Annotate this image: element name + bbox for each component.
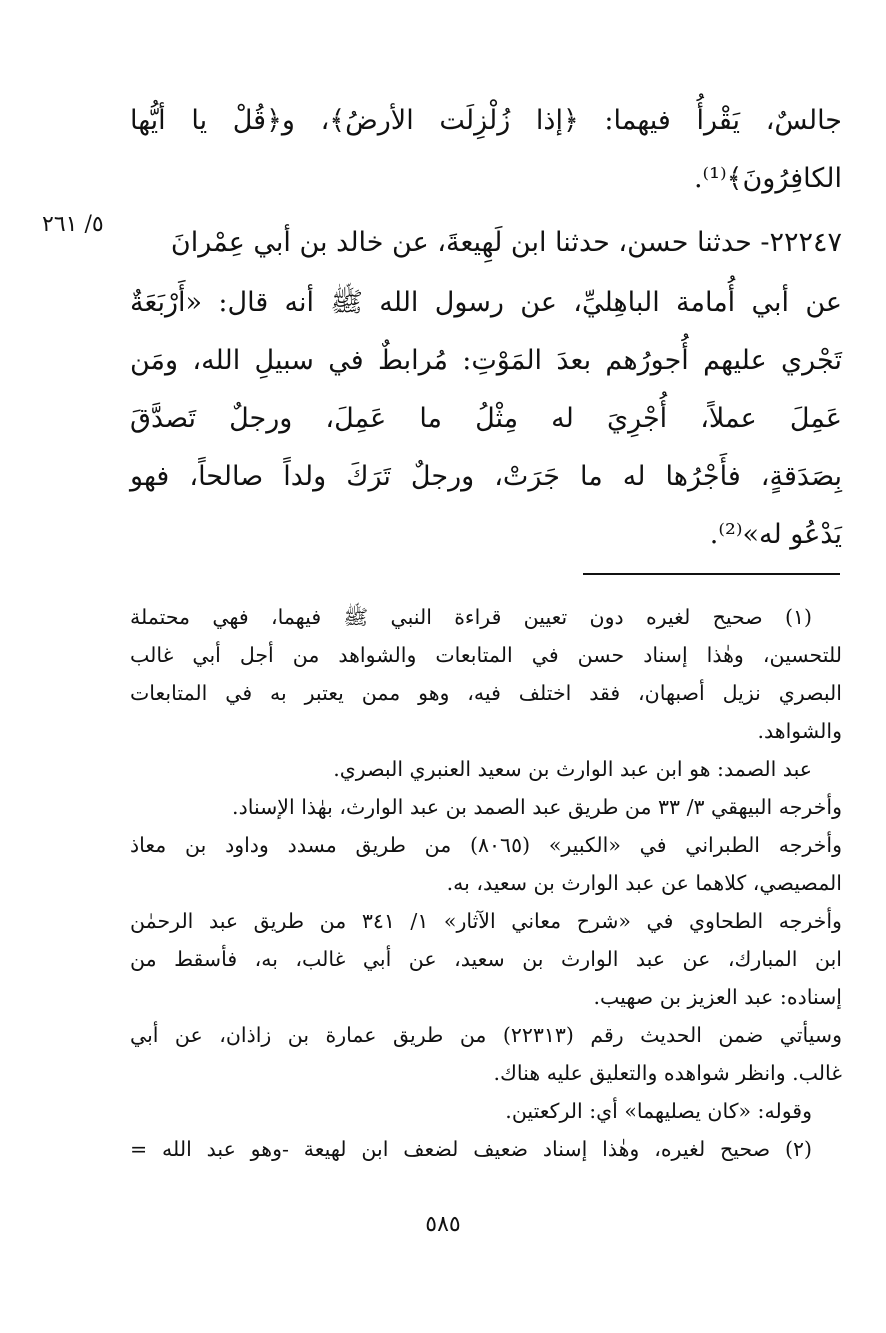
footnote-line: للتحسين، وهٰذا إسناد حسن في المتابعات والشواهد من أجل أبي غالب	[130, 643, 842, 667]
footnote-line: والشواهد.	[757, 719, 842, 743]
footnote-line: عبد الصمد: هو ابن عبد الوارث بن سعيد العنبري البصري.	[333, 757, 812, 781]
footnote-line: وقوله: «كان يصليهما» أي: الركعتين.	[505, 1099, 812, 1123]
footnote-line: إسناده: عبد العزيز بن صهيب.	[593, 985, 842, 1009]
footnote-line: المصيصي، كلاهما عن عبد الوارث بن سعيد، به.	[446, 871, 842, 895]
main-line: الكافِرُونَ﴾⁽¹⁾.	[693, 163, 842, 194]
main-text-top	[130, 92, 842, 208]
hadith-line: عَمِلَ عملاً، أُجْرِيَ له مِثْلُ ما عَمِلَ، ورجلٌ تَصدَّقَ	[130, 403, 842, 434]
footnote-line: (١) صحيح لغيره دون تعيين قراءة النبي ﷺ فيهما، فهي محتملة	[130, 605, 812, 629]
footnote-line: وسيأتي ضمن الحديث رقم (٢٢٣١٣) من طريق عمارة بن زاذان، عن أبي	[130, 1023, 842, 1047]
footnote-line: وأخرجه الطبراني في «الكبير» (٨٠٦٥) من طريق مسدد وداود بن معاذ	[130, 833, 843, 857]
hadith-line: تَجْري عليهم أُجورُهم بعدَ المَوْتِ: مُرابطٌ في سبيلِ الله، ومَن	[130, 345, 842, 376]
musnad-volume-page-reference: ٥/ ٢٦١	[42, 212, 104, 237]
footnote-line: وأخرجه الطحاوي في «شرح معاني الآثار» ١/ ٣٤١ من طريق عبد الرحمٰن	[130, 909, 842, 933]
hadith-text	[130, 274, 842, 564]
footnotes	[130, 598, 842, 1168]
footnote-line: (٢) صحيح لغيره، وهٰذا إسناد ضعيف لضعف ابن لهيعة -وهو عبد الله =	[130, 1137, 812, 1161]
hadith-number-line: ٢٢٢٤٧- حدثنا حسن، حدثنا ابن لَهِيعةَ، عن خالد بن أبي عِمْرانَ	[170, 227, 842, 258]
footnote-line: البصري نزيل أصبهان، فقد اختلف فيه، وهو ممن يعتبر به في المتابعات	[130, 681, 842, 705]
footnote-line: غالب. وانظر شواهده والتعليق عليه هناك.	[493, 1061, 842, 1085]
hadith-line: عن أبي أُمامة الباهِليِّ، عن رسول الله ﷺ أنه قال: «أَرْبَعَةٌ	[130, 287, 842, 318]
main-line: جالسٌ، يَقْرأُ فيهما: ﴿إذا زُلْزِلَت الأرضُ﴾، و﴿قُلْ يا أيُّها	[130, 105, 842, 136]
footnote-line: ابن المبارك، عن عبد الوارث بن سعيد، عن أبي غالب، به، فأسقط من	[130, 947, 842, 971]
footnote-separator	[583, 573, 840, 575]
page-number: ٥٨٥	[425, 1212, 461, 1237]
hadith-heading	[130, 214, 842, 272]
hadith-line: يَدْعُو له»⁽²⁾.	[709, 519, 842, 550]
footnote-line: وأخرجه البيهقي ٣/ ٣٣ من طريق عبد الصمد بن عبد الوارث، بهٰذا الإسناد.	[232, 795, 842, 819]
hadith-line: بِصَدَقةٍ، فأَجْرُها له ما جَرَتْ، ورجلٌ تَرَكَ ولداً صالحاً، فهو	[130, 461, 842, 492]
